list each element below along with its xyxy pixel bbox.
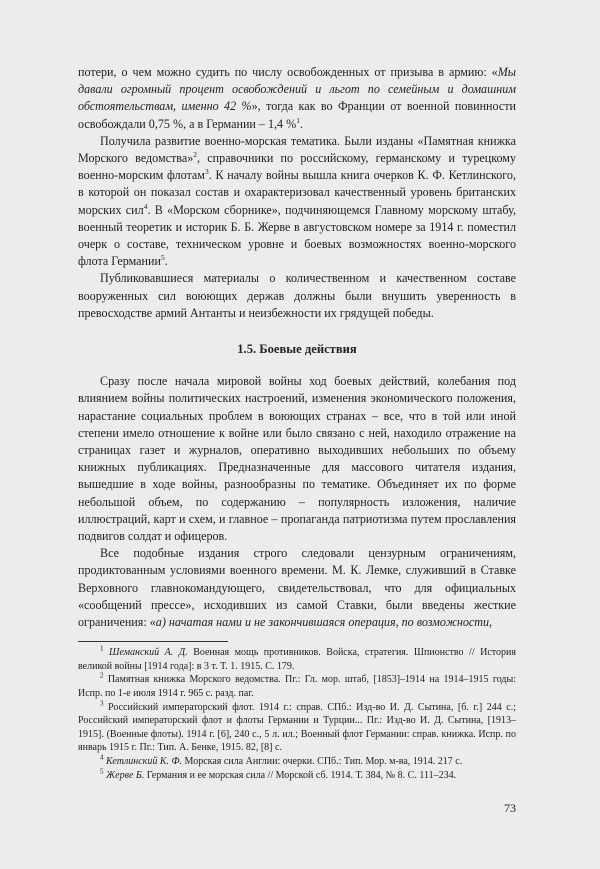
- paragraph-1: [78, 64, 516, 133]
- paragraph-text: Все подобные издания строго следовали цензурным ограничениям, продиктованным условиями военного времени. М. К. Лемке, служивший в Ставке Верховного главнокомандующего, свидетельствовал, что для официальных «сообщений прессе», исходивших из самой Ставки, были введены жесткие ограничения: «: [78, 546, 516, 630]
- footnote-divider: [78, 641, 228, 642]
- paragraph-text: потери, о чем можно судить по числу освобожденных от призыва в армию: «: [78, 65, 498, 79]
- quote-italic: а) начатая нами и не закончившаяся операция, по возможности,: [155, 615, 493, 630]
- paragraph-text: . В «Морском сборнике», подчиняющемся Главному морскому штабу, военный теоретик и историк Б. Б. Жерве в августовском номере за 1914 г. поместил очерк о составе, техническом уровне и боевых возможностях военно-морского флота Германии: [78, 202, 516, 269]
- footnote-text: Российский императорский флот. 1914 г.: справ. СПб.: Изд-во И. Д. Сытина, [б. г.] 244 с.; Российский императорский флот и флоты Германии и Турции... Пг.: Изд-во И. Д. Сытина, [1913–1915]. (Военные флоты). 1914 г. [6], 240 с., 5 л. ил.; Военный флот Германии: справ. книжка. Испр. по январь 1915 г. Пг.: Тип. А. Бенке, 1915. 82, [8] с.: [78, 701, 516, 754]
- paragraph-5: [78, 545, 516, 631]
- footnote-number: 3: [100, 699, 104, 708]
- footnote-author: Шеманский А. Д.: [109, 647, 188, 659]
- footnote-number: 5: [100, 767, 104, 776]
- footnote-ref: 4: [143, 201, 148, 211]
- footnote-author: Кетлинский К. Ф.: [106, 756, 183, 768]
- footnote-text: Германия и ее морская сила // Морской сб. 1914. Т. 384, № 8. С. 111–234.: [144, 769, 457, 781]
- paragraph-2: [78, 133, 516, 271]
- footnote-ref: 2: [193, 149, 198, 159]
- paragraph-text: . К началу войны вышла книга очерков К. Ф. Кетлинского, в которой он показал состав и охарактеризовал качественный уровень британских морских сил: [78, 168, 517, 217]
- footnote-number: 1: [100, 644, 104, 653]
- paragraph-3: Публиковавшиеся материалы о количественном и качественном составе вооруженных сил воюющих держав должны были внушить уверенность в превосходстве армий Антанты и неизбежности их грядущей победы.: [78, 271, 516, 320]
- footnote-1: [78, 646, 516, 673]
- footnote-2: [78, 673, 516, 700]
- text-block: [78, 64, 516, 782]
- paragraph-text: Получила развитие военно-морская тематика. Были изданы «Памятная книжка Морского ведомства»: [78, 133, 516, 166]
- footnote-ref: 3: [204, 167, 209, 177]
- footnote-number: 4: [100, 753, 104, 762]
- footnote-text: Военная мощь противников. Войска, стратегия. Шпионство // История великой войны [1914 года]: в 3 т. Т. 1. 1915. С. 179.: [78, 647, 516, 672]
- paragraph-text: .: [164, 254, 168, 269]
- paragraph-4: Сразу после начала мировой войны ход боевых действий, колебания под влиянием войны политических настроений, изменения экономического положения, нарастание социальных проблем в воюющих странах – все, что в той или иной степени имело отношение к войне или было связано с ней, находило отражение на страницах газет и журналов, оперативно выходивших небольших по объему книжных публикациях. Предназначенные для массового читателя издания, вышедшие в ходе войны, разнообразны по тематике. Объединяет их по форме небольшой объем, по содержанию – популярность изложения, наличие иллюстраций, карт и схем, и главное – пропаганда патриотизма путем прославления подвигов солдат и офицеров.: [78, 374, 516, 544]
- footnote-5: [78, 769, 516, 783]
- footnote-ref: 5: [160, 253, 165, 263]
- paragraph-text: .: [299, 116, 303, 131]
- footnote-number: 2: [100, 672, 104, 681]
- footnote-3: [78, 701, 516, 755]
- footnote-4: [78, 755, 516, 769]
- paragraph-text: », тогда как во Франции от военной повинности освобождали 0,75 %, а в Германии – 1,4 %: [78, 99, 516, 131]
- footnote-ref: 1: [296, 115, 300, 125]
- footnote-author: Жерве Б.: [106, 769, 145, 781]
- footnote-text: Памятная книжка Морского ведомства. Пг.: Гл. мор. штаб, [1853]–1914 на 1914–1915 годы: Испр. по 1-е июля 1914 г. 965 с. разд. паг.: [78, 674, 516, 700]
- footnote-text: Морская сила Англии: очерки. СПб.: Тип. Мор. м-ва, 1914. 217 с.: [182, 756, 463, 768]
- quote-italic: Мы давали огромный процент освобождений и льгот по семейным и домашним обстоятельствам, именно 42 %: [78, 65, 516, 114]
- section-heading: 1.5. Боевые действия: [237, 342, 357, 357]
- paragraph-text: , справочники по российскому, германскому и турецкому военно-морским флотам: [78, 151, 516, 183]
- page-number: 73: [504, 801, 516, 815]
